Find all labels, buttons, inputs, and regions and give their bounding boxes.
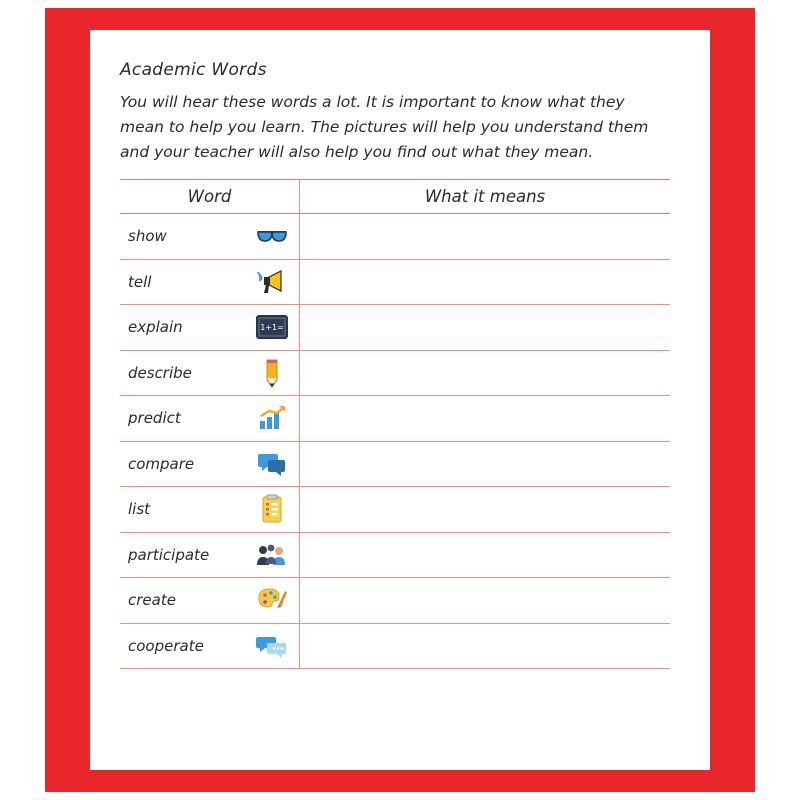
word-label: participate (128, 545, 210, 564)
word-label: tell (128, 272, 152, 291)
header-word-label: Word (187, 187, 232, 206)
word-icon-cell (244, 442, 300, 487)
word-label: describe (128, 363, 192, 382)
header-cell-meaning (300, 180, 670, 213)
word-cell (120, 624, 244, 669)
word-label: cooperate (128, 636, 204, 655)
word-cell (120, 305, 244, 350)
table-row (120, 487, 670, 533)
word-cell (120, 214, 244, 259)
word-label: predict (128, 409, 181, 428)
svg-text:1+1=: 1+1= (259, 323, 284, 333)
table-row (120, 578, 670, 624)
worksheet-sheet (90, 30, 710, 770)
word-icon-cell (244, 305, 300, 350)
word-cell (120, 578, 244, 623)
header-cell-word (120, 180, 300, 213)
meaning-cell[interactable] (300, 624, 670, 669)
meaning-cell[interactable] (300, 578, 670, 623)
table-row (120, 260, 670, 306)
word-label: explain (128, 318, 183, 337)
word-label: list (128, 500, 151, 519)
word-cell (120, 487, 244, 532)
megaphone-icon (255, 267, 289, 297)
meaning-cell[interactable] (300, 487, 670, 532)
meaning-cell[interactable] (300, 214, 670, 259)
chalkboard-icon (255, 312, 289, 342)
table-header-row (120, 180, 670, 214)
word-icon-cell (244, 487, 300, 532)
word-icon-cell (244, 396, 300, 441)
sunglasses-icon (255, 221, 289, 251)
meaning-cell[interactable] (300, 305, 670, 350)
word-label: show (128, 227, 167, 246)
academic-words-table (120, 179, 670, 669)
intro-paragraph: You will hear these words a lot. It is important to know what they mean to help you learn. The pictures will help you understand them and your teacher will also help you find out what they mean. (120, 93, 649, 161)
word-icon-cell (244, 260, 300, 305)
pencil-icon (255, 358, 289, 388)
word-label: create (128, 591, 176, 610)
meaning-cell[interactable] (300, 396, 670, 441)
meaning-cell[interactable] (300, 442, 670, 487)
word-cell (120, 351, 244, 396)
table-row (120, 533, 670, 579)
meaning-cell[interactable] (300, 533, 670, 578)
word-cell (120, 396, 244, 441)
table-row (120, 351, 670, 397)
word-icon-cell (244, 214, 300, 259)
word-label: compare (128, 454, 195, 473)
header-meaning-label: What it means (424, 187, 546, 206)
page-title: Academic Words (120, 60, 267, 80)
meaning-cell[interactable] (300, 260, 670, 305)
meaning-cell[interactable] (300, 351, 670, 396)
word-cell (120, 442, 244, 487)
word-icon-cell (244, 533, 300, 578)
speech-bubbles-icon (255, 449, 289, 479)
table-row (120, 305, 670, 351)
word-icon-cell (244, 624, 300, 669)
chat-bubbles-icon (255, 631, 289, 661)
word-cell (120, 260, 244, 305)
clipboard-list-icon (255, 494, 289, 524)
people-group-icon (255, 540, 289, 570)
paint-palette-icon (255, 585, 289, 615)
table-row (120, 442, 670, 488)
word-icon-cell (244, 351, 300, 396)
table-row (120, 214, 670, 260)
bar-chart-up-icon (255, 403, 289, 433)
word-icon-cell (244, 578, 300, 623)
table-row (120, 624, 670, 670)
word-cell (120, 533, 244, 578)
table-row (120, 396, 670, 442)
